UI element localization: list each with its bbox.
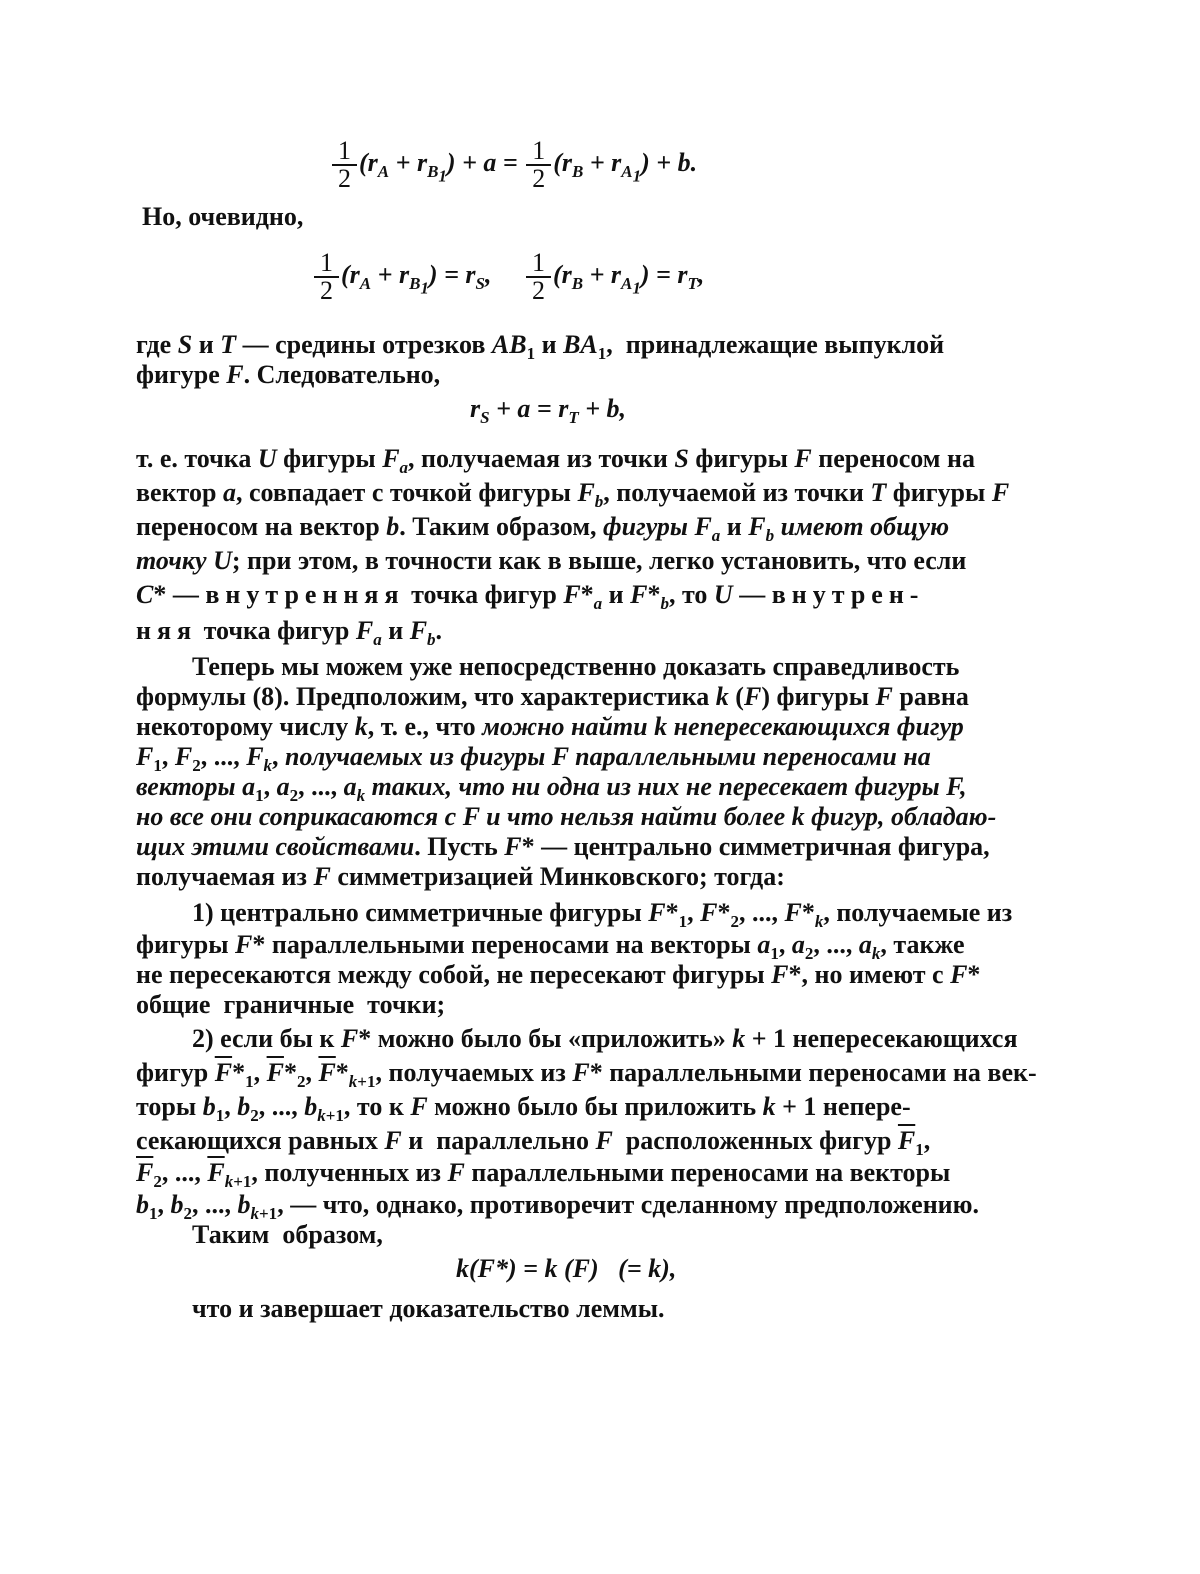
paragraph-3-line4: общие граничные точки;	[136, 990, 446, 1019]
paragraph-4-line5: $\overline{F}_2$, ..., $\overline{F}_{k+1}$, полученных из F параллельными переносами на векторы	[136, 1158, 951, 1192]
paragraph-2-line2: формулы (8). Предположим, что характеристика k (F) фигуры F равна	[136, 682, 969, 711]
paragraph-2-line4: $F_1$, $F_2$, ..., $F_k$, получаемых из фигуры F параллельными переносами на	[136, 742, 931, 776]
equation-1: $\frac{1}{2}$ $(r_A + r_{B_1}) + a$ = $\frac{1}{2}$ $(r_B + r_{A_1}) + b$.	[330, 138, 697, 192]
paragraph-4-line6: $b_1$, $b_2$, ..., $b_{k+1}$, — что, однако, противоречит сделанному предположению.	[136, 1190, 980, 1224]
paragraph-1-line2: вектор a, совпадает с точкой фигуры $F_b$, получаемой из точки T фигуры F	[136, 478, 1010, 512]
paragraph-4-line3: торы $b_1$, $b_2$, ..., $b_{k+1}$, то к F можно было бы приложить k + 1 непере-	[136, 1092, 911, 1126]
paragraph-1-line3: переносом на вектор b. Таким образом, фигуры $F_a$ и $F_b$ имеют общую	[136, 512, 950, 546]
paragraph-5: Таким образом,	[192, 1220, 383, 1249]
paragraph-2-line1: Теперь мы можем уже непосредственно доказать справедливость	[192, 652, 960, 681]
paragraph-3-line2: фигуры F* параллельными переносами на векторы $a_1$, $a_2$, ..., $a_k$, также	[136, 930, 965, 964]
paragraph-2-line8: получаемая из F симметризацией Минковского; тогда:	[136, 862, 785, 891]
paragraph-1-line1: т. е. точка U фигуры $F_a$, получаемая из точки S фигуры F переносом на	[136, 444, 975, 478]
paragraph-2-line5: векторы $a_1$, $a_2$, ..., $a_k$ таких, что ни одна из них не пересекает фигуры F,	[136, 772, 967, 806]
paragraph-1-line4: точку U; при этом, в точности как в выше, легко установить, что если	[136, 546, 967, 575]
paragraph-3-line3: не пересекаются между собой, не пересекают фигуры F*, но имеют с F*	[136, 960, 981, 989]
paragraph-4-line1: 2) если бы к F* можно было бы «приложить» k + 1 непересекающихся	[192, 1024, 1018, 1053]
equation-3: $r_S + a = r_T + b$,	[470, 394, 627, 428]
paragraph-1-line5: C* — внутренняя точка фигур $F*_a$ и $F*_b$, то U — внутрен-	[136, 580, 925, 614]
paragraph-2-line6: но все они соприкасаются с F и что нельзя найти более k фигур, обладаю-	[136, 802, 997, 831]
paragraph-4-line4: секающихся равных F и параллельно F расположенных фигур $\overline{F}_1$,	[136, 1126, 931, 1160]
paragraph-but-obviously: Но, очевидно,	[142, 202, 304, 231]
paragraph-where-line1: где S и T — средины отрезков $AB_1$ и $BA_1$, принадлежащие выпуклой	[136, 330, 945, 364]
paragraph-where-line2: фигуре F. Следовательно,	[136, 360, 441, 389]
equation-4: k(F*) = k (F) (= k),	[456, 1254, 677, 1283]
equation-2: $\frac{1}{2}$ $(r_A + r_{B_1}) = r_S$, $\frac{1}{2}$ $(r_B + r_{A_1}) = r_T$,	[312, 250, 704, 304]
paragraph-2-line7: щих этими свойствами. Пусть F* — центрально симметричная фигура,	[136, 832, 990, 861]
paragraph-6: что и завершает доказательство леммы.	[192, 1294, 665, 1323]
paragraph-1-line6: няя точка фигур $F_a$ и $F_b$.	[136, 616, 443, 650]
paragraph-2-line3: некоторому числу k, т. е., что можно найти k непересекающихся фигур	[136, 712, 964, 741]
paragraph-4-line2: фигур $\overline{F}*_1$, $\overline{F}*_2$, $\overline{F}*_{k+1}$, получаемых из F* параллельными переносами на век-	[136, 1058, 1037, 1092]
paragraph-3-line1: 1) центрально симметричные фигуры $F*_1$, $F*_2$, ..., $F*_k$, получаемые из	[192, 898, 1013, 932]
